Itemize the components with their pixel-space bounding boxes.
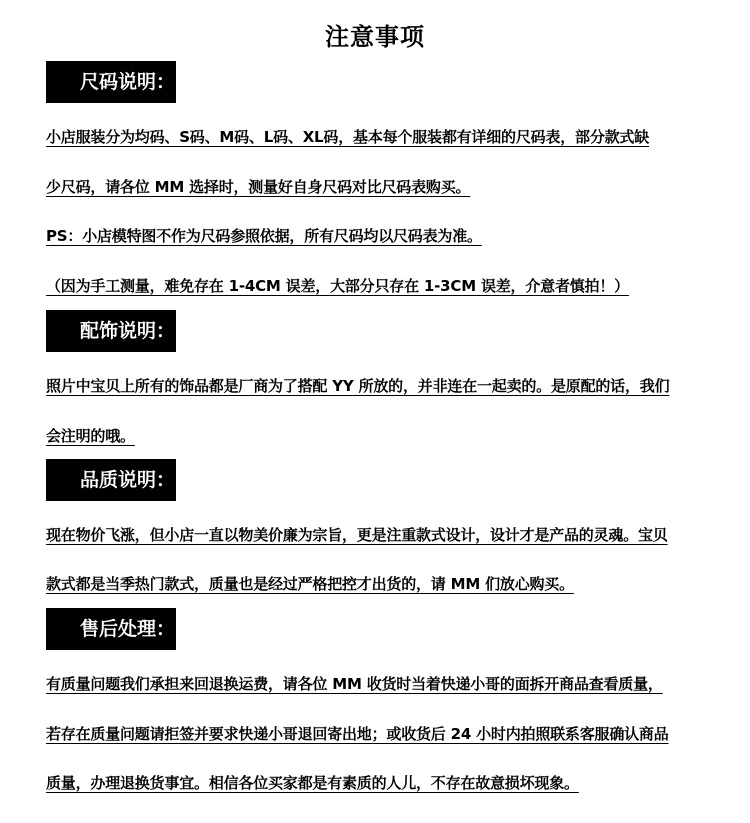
section-header-after-sales: 售后处理：: [46, 608, 176, 650]
accessories-text-line: 会注明的哦。: [46, 427, 135, 445]
size-text-line: PS：小店模特图不作为尺码参照依据，所有尺码均以尺码表为准。: [46, 227, 482, 245]
size-text-line: （因为手工测量，难免存在 1-4CM 误差，大部分只存在 1-3CM 误差，介意者慎拍！）: [46, 277, 629, 295]
accessories-text-line: 照片中宝贝上所有的饰品都是厂商为了搭配 YY 所放的，并非连在一起卖的。是原配的话，我们: [46, 377, 670, 395]
size-text-line: 少尺码，请各位 MM 选择时，测量好自身尺码对比尺码表购买。: [46, 178, 471, 196]
quality-text-line: 现在物价飞涨，但小店一直以物美价廉为宗旨，更是注重款式设计，设计才是产品的灵魂。宝贝: [46, 526, 668, 544]
after-sales-text-line: 有质量问题我们承担来回退换运费，请各位 MM 收货时当着快递小哥的面拆开商品查看质量，: [46, 675, 663, 693]
quality-text-line: 款式都是当季热门款式，质量也是经过严格把控才出货的，请 MM 们放心购买。: [46, 575, 574, 593]
section-header-accessories: 配饰说明：: [46, 310, 176, 352]
section-header-size: 尺码说明：: [46, 61, 176, 103]
section-header-quality: 品质说明：: [46, 459, 176, 501]
page-title: 注意事项: [325, 23, 425, 51]
size-text-line: 小店服装分为均码、S码、M码、L码、XL码，基本每个服装都有详细的尺码表，部分款式缺: [46, 128, 650, 146]
after-sales-text-line: 质量，办理退换货事宜。相信各位买家都是有素质的人儿，不存在故意损坏现象。: [46, 774, 579, 792]
after-sales-text-line: 若存在质量问题请拒签并要求快递小哥退回寄出地；或收货后 24 小时内拍照联系客服确认商品: [46, 725, 669, 743]
